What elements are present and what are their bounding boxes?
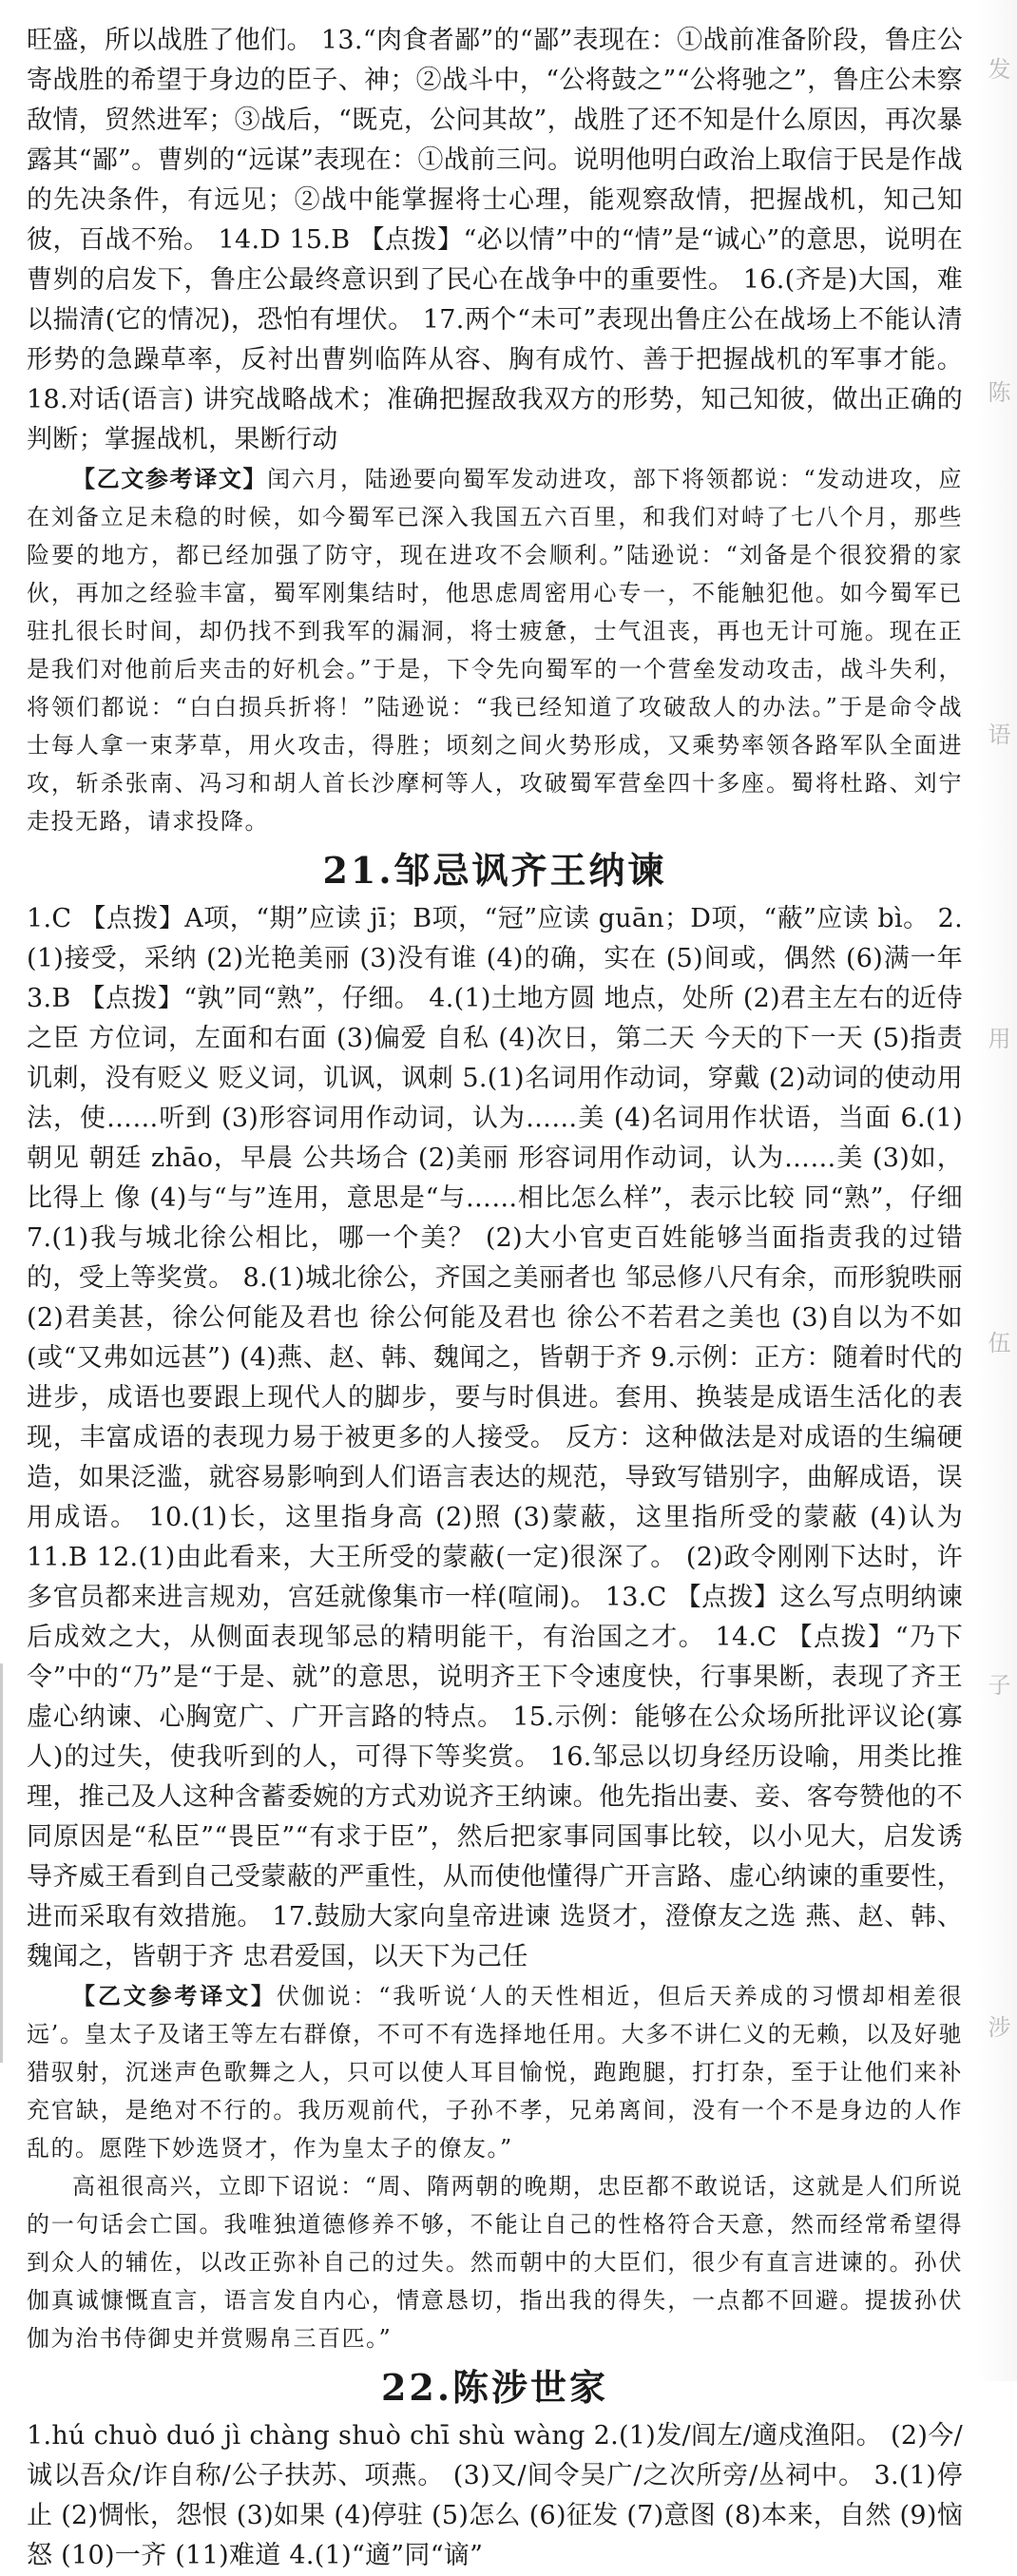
edge-text-1: 发 — [984, 57, 1010, 80]
section21-title: 21.邹忌讽齐王纳谏 — [322, 849, 667, 892]
page-content — [27, 21, 963, 2576]
adjacent-page-edge — [977, 0, 1017, 2381]
edge-text-4: 用 — [984, 1027, 1010, 1049]
translation-text: 闰六月，陆逊要向蜀军发动进攻，部下将领都说：“发动进攻，应在刘备立足未稳的时候，如今蜀军已深入我国五六百里，和我们对峙了七八个月，那些险要的地方，都已经加强了防守，现在进攻不会顺利。”陆逊说：“刘备是个很狡猾的家伙，再加之经验丰富，蜀军刚集结时，他思虑周密用心专一，不能触犯他。如今蜀军已驻扎很长时间，却仍找不到我军的漏洞，将士疲惫，士气沮丧，再也无计可施。现在正是我们对他前后夹击的好机会。”于是，下令先向蜀军的一个营垒发动攻击，战斗失利，将领们都说：“白白损兵折将！”陆逊说：“我已经知道了攻破敌人的办法。”于是命令战士每人拿一束茅草，用火攻击，得胜；顷刻之间火势形成，又乘势率领各路军队全面进攻，斩杀张南、冯习和胡人首长沙摩柯等人，攻破蜀军营垒四十多座。蜀将杜路、刘宁走投无路，请求投降。 — [27, 466, 963, 835]
section22-title: 22.陈涉世家 — [380, 2366, 609, 2409]
translation-passage-2 — [27, 1977, 963, 2167]
translation-label: 【乙文参考译文】 — [72, 1982, 277, 2009]
section22-answers: 1.hú chuò duó jì chàng shuò chī shù wàng 2.(1)发/闾左/適戍渔阳。 (2)今/诚以吾众/诈自称/公子扶苏、项燕。 (3)又/间令吴广/之次所旁/丛祠中。 3.(1)停止 (2)惆怅，怨恨 (3)如果 (4)停驻 (5)怎么 (6)征发 (7)意图 (8)本来，自然 (9)恼怒 (10)一齐 (11)难道 4.(1)“適”同“谪” — [27, 2421, 963, 2570]
translation-label: 【乙文参考译文】 — [72, 465, 268, 492]
translation-passage-1 — [27, 460, 963, 840]
translation-text: 伏伽说：“我听说‘人的天性相近，但后天养成的习惯却相差很远’。皇太子及诸王等左右群僚，不可不有选择地任用。大多不讲仁义的无赖，以及好驰猎驭射，沉迷声色歌舞之人，只可以使人耳目愉悦，跑跑腿，打打杂，至于让他们来补充官缺，是绝对不行的。我历观前代，子孙不孝，兄弟离间，没有一个不是身边的人作乱的。愿陛下妙选贤才，作为皇太子的僚友。” — [27, 1983, 963, 2162]
edge-text-2: 陈 — [984, 380, 1010, 403]
edge-text-3: 语 — [984, 722, 1010, 745]
edge-text-5: 伍 — [984, 1331, 1010, 1354]
section20-answers: 旺盛，所以战胜了他们。 13.“肉食者鄙”的“鄙”表现在：①战前准备阶段，鲁庄公寄战胜的希望于身边的臣子、神；②战斗中，“公将鼓之”“公将驰之”，鲁庄公未察敌情，贸然进军；③战后，“既克，公问其故”，战胜了还不知是什么原因，再次暴露其“鄙”。曹刿的“远谋”表现在：①战前三问。说明他明白政治上取信于民是作战的先决条件，有远见；②战中能掌握将士心理，能观察敌情，把握战机，知己知彼，百战不殆。 14.D 15.B 【点拨】“必以情”中的“情”是“诚心”的意思，说明在曹刿的启发下，鲁庄公最终意识到了民心在战争中的重要性。 16.(齐是)大国，难以揣清(它的情况)，恐怕有埋伏。 17.两个“未可”表现出鲁庄公在战场上不能认清形势的急躁草率，反衬出曹刿临阵从容、胸有成竹、善于把握战机的军事才能。 18.对话(语言) 讲究战略战术；准确把握敌我双方的形势，知己知彼，做出正确的判断；掌握战机，果断行动 — [27, 26, 963, 454]
binding-edge-mark — [0, 1663, 12, 2063]
edge-text-6: 子 — [984, 1673, 1010, 1696]
edge-text-7: 涉 — [984, 2015, 1010, 2038]
translation-passage-2b: 高祖很高兴，立即下诏说：“周、隋两朝的晚期，忠臣都不敢说话，这就是人们所说的一句话会亡国。我唯独道德修养不够，不能让自己的性格符合天意，然而经常希望得到众人的辅佐，以改正弥补自己的过失。然而朝中的大臣们，很少有直言进谏的。孙伏伽真诚慷慨直言，语言发自内心，情意恳切，指出我的得失，一点都不回避。提拔孙伏伽为治书侍御史并赏赐帛三百匹。” — [27, 2173, 963, 2352]
section21-answers: 1.C 【点拨】A项，“期”应读 jī；B项，“冠”应读 guān；D项，“蔽”应读 bì。 2.(1)接受，采纳 (2)光艳美丽 (3)没有谁 (4)的确，实在 (5)间或，偶然 (6)满一年 3.B 【点拨】“孰”同“熟”，仔细。 4.(1)土地方圆 地点，处所 (2)君主左右的近侍之臣 方位词，左面和右面 (3)偏爱 自私 (4)次日，第二天 今天的下一天 (5)指责讥刺，没有贬义 贬义词，讥讽，讽刺 5.(1)名词用作动词，穿戴 (2)动词的使动用法，使……听到 (3)形容词用作动词，认为……美 (4)名词用作状语，当面 6.(1)朝见 朝廷 zhāo，早晨 公共场合 (2)美丽 形容词用作动词，认为……美 (3)如，比得上 像 (4)与“与”连用，意思是“与……相比怎么样”，表示比较 同“熟”，仔细 7.(1)我与城北徐公相比，哪一个美？ (2)大小官吏百姓能够当面指责我的过错的，受上等奖赏。 8.(1)城北徐公，齐国之美丽者也 邹忌修八尺有余，而形貌昳丽 (2)君美甚，徐公何能及君也 徐公何能及君也 徐公不若君之美也 (3)自以为不如(或“又弗如远甚”) (4)燕、赵、韩、魏闻之，皆朝于齐 9.示例：正方：随着时代的进步，成语也要跟上现代人的脚步，要与时俱进。套用、换装是成语生活化的表现，丰富成语的表现力易于被更多的人接受。 反方：这种做法是对成语的生编硬造，如果泛滥，就容易影响到人们语言表达的规范，导致写错别字，曲解成语，误用成语。 10.(1)长，这里指身高 (2)照 (3)蒙蔽，这里指所受的蒙蔽 (4)认为 11.B 12.(1)由此看来，大王所受的蒙蔽(一定)很深了。 (2)政令刚刚下达时，许多官员都来进言规劝，宫廷就像集市一样(喧闹)。 13.C 【点拨】这么写点明纳谏后成效之大，从侧面表现邹忌的精明能干，有治国之才。 14.C 【点拨】“乃下令”中的“乃”是“于是、就”的意思，说明齐王下令速度快，行事果断，表现了齐王虚心纳谏、心胸宽广、广开言路的特点。 15.示例：能够在公众场所批评议论(寡人)的过失，使我听到的人，可得下等奖赏。 16.邹忌以切身经历设喻，用类比推理，推己及人这种含蓄委婉的方式劝说齐王纳谏。他先指出妻、妾、客夸赞他的不同原因是“私臣”“畏臣”“有求于臣”，然后把家事同国事比较，以小见大，启发诱导齐威王看到自己受蒙蔽的严重性，从而使他懂得广开言路、虚心纳谏的重要性，进而采取有效措施。 17.鼓励大家向皇帝进谏 选贤才，澄僚友之选 燕、赵、韩、魏闻之，皆朝于齐 忠君爱国，以天下为己任 — [27, 904, 963, 1971]
